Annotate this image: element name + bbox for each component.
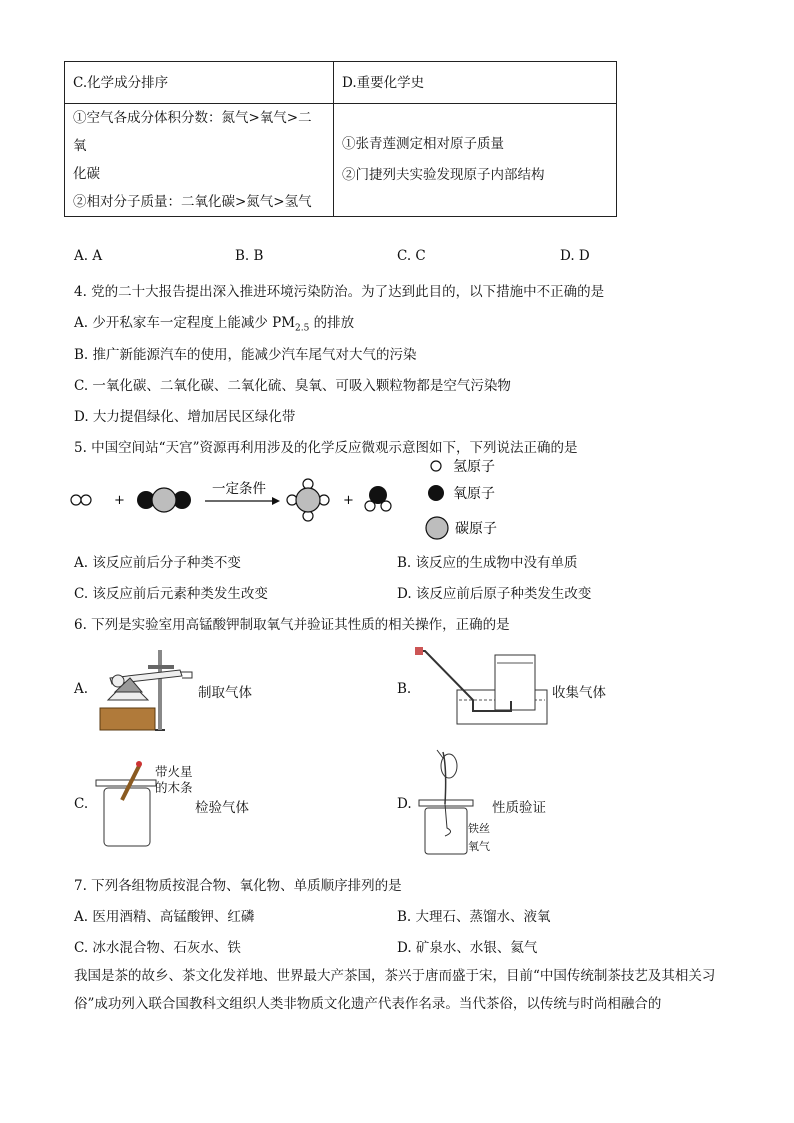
- reading-passage: 我国是茶的故乡、茶文化发祥地、世界最大产茶国，茶兴于唐而盛于宋，目前“中国传统制茶技艺及其相关习俗”成功列入联合国教科文组织人类非物质文化遗产代表作名录。当代茶俗，以传统与时尚相融合的: [74, 968, 716, 1012]
- q4-option-a-text: A. 少开私家车一定程度上能减少 PM: [74, 315, 296, 331]
- classification-table: [64, 61, 617, 217]
- q3-option-c[interactable]: C. C: [397, 248, 426, 264]
- q4-option-a[interactable]: [74, 311, 354, 334]
- table-d-line1: ①张青莲测定相对原子质量: [342, 136, 504, 152]
- q6-option-c-label2: 的木条: [155, 780, 193, 795]
- q3-option-a[interactable]: A. A: [74, 248, 103, 264]
- q3-option-d[interactable]: D. D: [560, 248, 590, 264]
- q6-option-d-label2: 氧气: [468, 840, 490, 853]
- q7-option-a[interactable]: A. 医用酒精、高锰酸钾、红磷: [74, 909, 255, 925]
- carbon-atom: [152, 488, 176, 512]
- heating-apparatus-icon: [90, 640, 205, 735]
- q6-option-a-caption: 制取气体: [198, 685, 252, 701]
- q5-stem: 5. 中国空间站“天宫”资源再利用涉及的化学反应微观示意图如下，下列说法正确的是: [74, 440, 578, 456]
- legend-oxygen-label: 氧原子: [453, 486, 495, 502]
- table-header-c: C.化学成分排序: [65, 62, 334, 104]
- hydrogen-atom: [381, 501, 391, 511]
- legend-carbon-label: 碳原子: [455, 521, 497, 537]
- q4-option-d[interactable]: D. 大力提倡绿化、增加居民区绿化带: [74, 409, 296, 425]
- table-c-line2: 化碳: [73, 166, 100, 182]
- q5-option-b[interactable]: B. 该反应的生成物中没有单质: [397, 555, 578, 571]
- table-c-line1: ①空气各成分体积分数：氮气>氧气>二氧: [73, 110, 312, 154]
- hydrogen-atom: [81, 495, 91, 505]
- q6-option-b-letter[interactable]: B.: [397, 681, 412, 697]
- table-cell-d: [334, 104, 617, 217]
- q4-option-b[interactable]: B. 推广新能源汽车的使用，能减少汽车尾气对大气的污染: [74, 347, 417, 363]
- q7-option-c[interactable]: C. 冰水混合物、石灰水、铁: [74, 940, 241, 956]
- q3-option-b[interactable]: B. B: [235, 248, 264, 264]
- plus-sign: +: [114, 493, 125, 508]
- table-d-line2: ②门捷列夫实验发现原子内部结构: [342, 167, 545, 183]
- q7-option-d[interactable]: D. 矿泉水、水银、氦气: [397, 940, 538, 956]
- q6-option-c-label1: 带火星: [155, 764, 193, 779]
- q6-stem: 6. 下列是实验室用高锰酸钾制取氧气并验证其性质的相关操作，正确的是: [74, 617, 510, 633]
- gas-collection-apparatus-icon: [415, 645, 550, 727]
- q5-option-a[interactable]: A. 该反应前后分子种类不变: [74, 555, 241, 571]
- legend-oxygen-icon: [428, 485, 444, 501]
- q7-option-b[interactable]: B. 大理石、蒸馏水、液氧: [397, 909, 551, 925]
- plus-sign: +: [343, 493, 354, 508]
- q5-option-c[interactable]: C. 该反应前后元素种类发生改变: [74, 586, 268, 602]
- q4-option-a-subscript: 2.5: [295, 323, 310, 334]
- q6-option-d-caption: 性质验证: [492, 800, 546, 816]
- bottle-test-apparatus-icon: [92, 760, 157, 850]
- table-header-d: D.重要化学史: [334, 62, 617, 104]
- hydrogen-atom: [71, 495, 81, 505]
- q5-option-d[interactable]: D. 该反应前后原子种类发生改变: [397, 586, 592, 602]
- q4-option-a-tail: 的排放: [309, 315, 355, 331]
- q4-stem: 4. 党的二十大报告提出深入推进环境污染防治。为了达到此目的，以下措施中不正确的是: [74, 284, 605, 300]
- q6-option-d-letter[interactable]: D.: [397, 796, 412, 812]
- arrow-head-icon: [272, 497, 280, 505]
- q7-stem: 7. 下列各组物质按混合物、氧化物、单质顺序排列的是: [74, 878, 402, 894]
- atom-legend: [425, 455, 545, 543]
- q6-option-a-letter[interactable]: A.: [74, 681, 89, 697]
- reaction-condition: 一定条件: [212, 481, 266, 497]
- q6-option-c-caption: 检验气体: [195, 800, 249, 816]
- table-cell-c: [65, 104, 334, 217]
- legend-carbon-icon: [426, 517, 448, 539]
- q4-option-c[interactable]: C. 一氧化碳、二氧化碳、二氧化硫、臭氧、可吸入颗粒物都是空气污染物: [74, 378, 511, 394]
- q6-option-c-letter[interactable]: C.: [74, 796, 89, 812]
- legend-hydrogen-label: 氢原子: [453, 459, 495, 475]
- q6-option-d-label1: 铁丝: [468, 822, 490, 835]
- hydrogen-atom: [365, 501, 375, 511]
- legend-hydrogen-icon: [431, 461, 441, 471]
- q6-option-b-caption: 收集气体: [552, 685, 606, 701]
- table-c-line3: ②相对分子质量：二氧化碳>氮气>氢气: [73, 194, 312, 210]
- iron-wire-combustion-icon: [415, 748, 475, 858]
- carbon-atom: [296, 488, 320, 512]
